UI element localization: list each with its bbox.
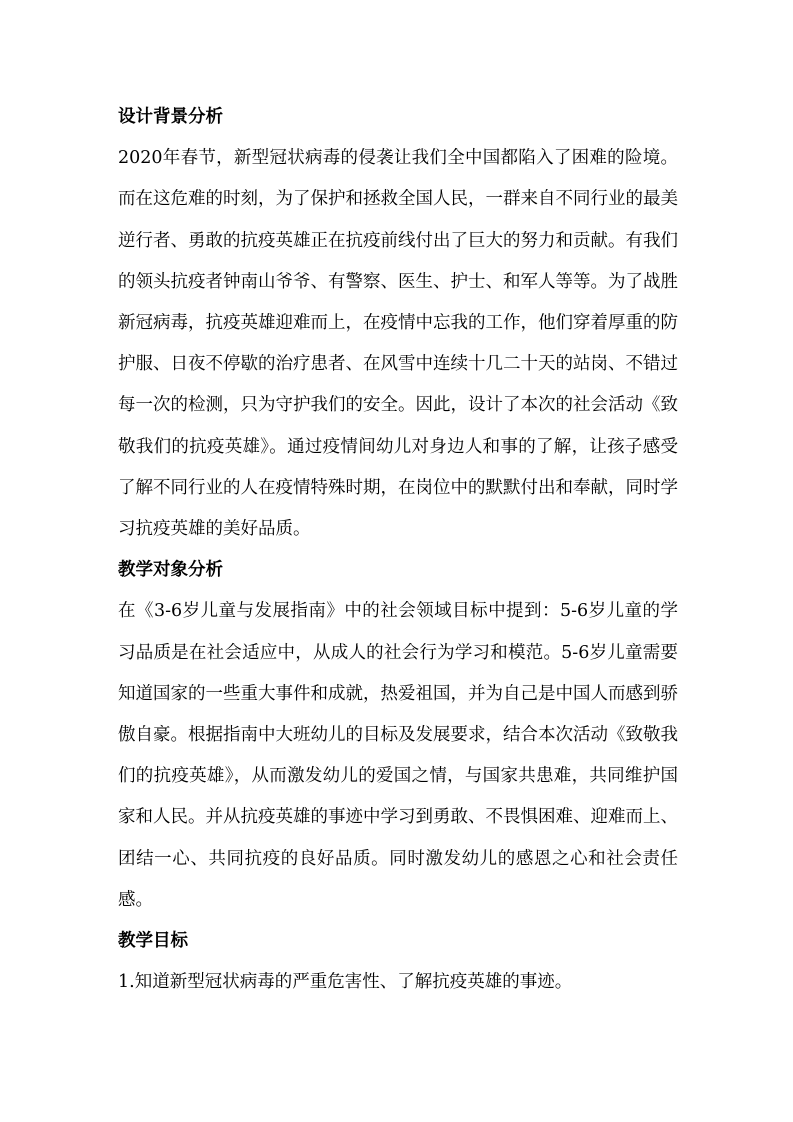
section-body-teaching-target: 在《3-6岁儿童与发展指南》中的社会领域目标中提到：5-6岁儿童的学习品质是在社会适应中，从成人的社会行为学习和模范。5-6岁儿童需要知道国家的一些重大事件和成就，热爱祖国，并为自己是中国人而感到骄傲自豪。根据指南中大班幼儿的目标及发展要求，结合本次活动《致敬我们的抗疫英雄》，从而激发幼儿的爱国之情，与国家共患难，共同维护国家和人民。并从抗疫英雄的事迹中学习到勇敢、不畏惧困难、迎难而上、团结一心、共同抗疫的良好品质。同时激发幼儿的感恩之心和社会责任感。: [118, 601, 678, 910]
section-heading-design-background: 设计背景分析: [118, 107, 223, 127]
section-heading-teaching-goals: 教学目标: [118, 931, 188, 952]
section-body-teaching-goals: 1.知道新型冠状病毒的严重危害性、了解抗疫英雄的事迹。: [118, 972, 573, 993]
section-body-design-background: 2020年春节，新型冠状病毒的侵袭让我们全中国都陷入了困难的险境。而在这危难的时刻，为了保护和拯救全国人民，一群来自不同行业的最美逆行者、勇敢的抗疫英雄正在抗疫前线付出了巨大的努力和贡献。有我们的领头抗疫者钟南山爷爷、有警察、医生、护士、和军人等等。为了战胜新冠病毒，抗疫英雄迎难而上，在疫情中忘我的工作，他们穿着厚重的防护服、日夜不停歇的治疗患者、在风雪中连续十几二十天的站岗、不错过每一次的检测，只为守护我们的安全。因此，设计了本次的社会活动《致敬我们的抗疫英雄》。通过疫情间幼儿对身边人和事的了解，让孩子感受了解不同行业的人在疫情特殊时期，在岗位中的默默付出和奉献，同时学习抗疫英雄的美好品质。: [118, 148, 678, 540]
document-content: [118, 97, 678, 1003]
section-heading-teaching-target: 教学对象分析: [118, 560, 223, 581]
